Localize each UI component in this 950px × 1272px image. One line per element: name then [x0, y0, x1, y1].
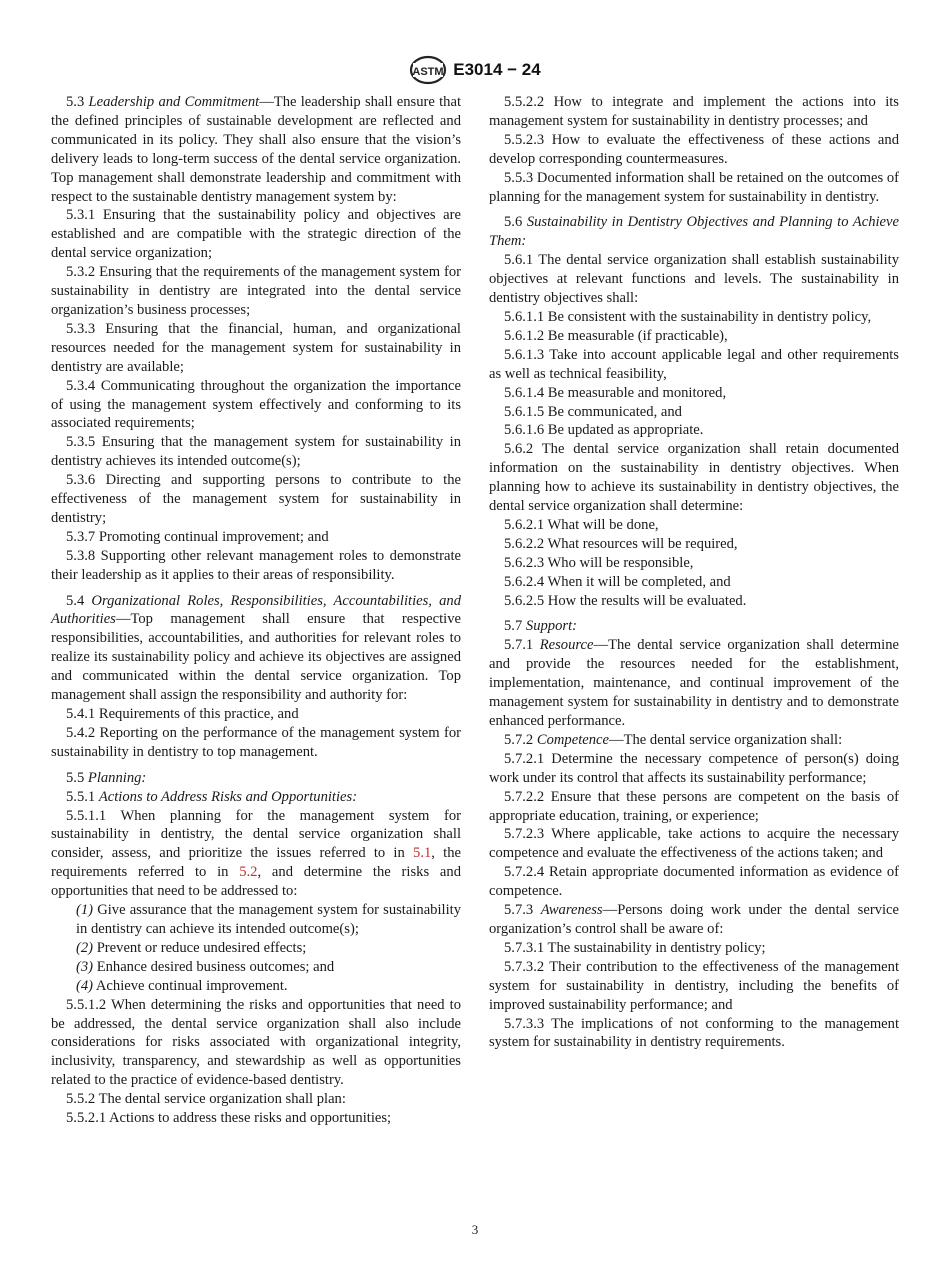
section-5-5-2: 5.5.2 The dental service organization shall plan: [66, 1091, 346, 1108]
section-5-6-1-5: 5.6.1.5 Be communicated, and [504, 403, 682, 420]
astm-logo [409, 55, 447, 85]
reference-link-5-2[interactable]: 5.2 [239, 864, 258, 881]
section-5-7-3: 5.7.3 Awareness—Persons doing work under the dental service organization’s control shall be aware of: [489, 902, 899, 937]
list-item-4: (4) Achieve continual improvement. [76, 977, 288, 994]
right-column [489, 93, 899, 1052]
section-5-7-2-3: 5.7.2.3 Where applicable, take actions to acquire the necessary competence and evaluate the effectiveness of the actions taken; and [489, 826, 899, 862]
section-5-3-2: 5.3.2 Ensuring that the requirements of the management system for sustainability in dentistry are integrated into the dental service organization’s business processes; [51, 264, 461, 318]
section-5-4-2: 5.4.2 Reporting on the performance of the management system for sustainability in dentistry to top management. [51, 724, 461, 760]
section-5-5-1: 5.5.1 Actions to Address Risks and Opportunities: [66, 788, 358, 805]
section-5-3-8: 5.3.8 Supporting other relevant management roles to demonstrate their leadership as it applies to their areas of responsibility. [51, 547, 461, 583]
section-5-6-1-4: 5.6.1.4 Be measurable and monitored, [504, 384, 727, 401]
section-5-4-1: 5.4.1 Requirements of this practice, and [66, 706, 299, 722]
svg-text:ASTM: ASTM [412, 66, 444, 78]
left-column [51, 93, 461, 1128]
list-item-3: (3) Enhance desired business outcomes; and [76, 958, 335, 975]
section-5-5: 5.5 Planning: [66, 769, 147, 786]
section-5-7-2: 5.7.2 Competence—The dental service organization shall: [504, 731, 843, 748]
section-5-7-3-2: 5.7.3.2 Their contribution to the effectiveness of the management system for sustainability in dentistry, including the benefits of improved sustainability performance; and [489, 958, 899, 1013]
section-5-7: 5.7 Support: [504, 618, 577, 635]
section-5-6-1: 5.6.1 The dental service organization shall establish sustainability objectives at relevant functions and levels. The sustainability in dentistry objectives shall: [489, 252, 899, 307]
section-5-3: 5.3 Leadership and Commitment—The leadership shall ensure that the defined principles of sustainable development are reflected and communicated in its policy. They shall also ensure that the vision’s delivery leads to long-term success of the dental service organization. Top management shall demonstrate leadership and commitment with respect to the sustainable dentistry management system by: [51, 94, 461, 205]
section-5-3-4: 5.3.4 Communicating throughout the organization the importance of using the management system effectively and conforming to its associated requirements; [51, 377, 461, 432]
section-5-5-2-1: 5.5.2.1 Actions to address these risks and opportunities; [66, 1110, 392, 1127]
list-item-1: (1) Give assurance that the management system for sustainability in dentistry can achieve its intended outcome(s); [76, 902, 461, 937]
section-5-3-5: 5.3.5 Ensuring that the management system for sustainability in dentistry achieves its intended outcome(s); [51, 434, 461, 470]
section-5-6-1-6: 5.6.1.6 Be updated as appropriate. [504, 422, 704, 439]
section-5-5-2-2: 5.5.2.2 How to integrate and implement the actions into its management system for sustainability in dentistry processes; and [489, 94, 899, 129]
section-5-6: 5.6 Sustainability in Dentistry Objectives and Planning to Achieve Them: [489, 214, 899, 250]
section-5-6-1-3: 5.6.1.3 Take into account applicable legal and other requirements as well as technical feasibility, [489, 346, 899, 382]
section-5-3-3: 5.3.3 Ensuring that the financial, human, and organizational resources needed for the management system for sustainability in dentistry are available; [51, 320, 461, 375]
page-number: 3 [471, 1222, 479, 1237]
section-5-6-2-3: 5.6.2.3 Who will be responsible, [504, 554, 694, 571]
section-5-5-1-1: 5.5.1.1 When planning for the management system for sustainability in dentistry, the dental service organization shall consider, assess, and prioritize the issues referred to in 5.1, the requirements referred to in 5.2, and determine the risks and opportunities that need to be addressed to: [51, 807, 461, 900]
list-item-2: (2) Prevent or reduce undesired effects; [76, 939, 307, 956]
section-5-7-2-4: 5.7.2.4 Retain appropriate documented information as evidence of competence. [489, 864, 900, 900]
section-5-7-3-3: 5.7.3.3 The implications of not conforming to the management system for sustainability in dentistry requirements. [489, 1015, 899, 1051]
section-5-7-3-1: 5.7.3.1 The sustainability in dentistry policy; [504, 939, 766, 956]
section-5-5-1-2: 5.5.1.2 When determining the risks and opportunities that need to be addressed, the dental service organization shall also include considerations for risks associated with organizational integrity, inclusivity, transparency, and stewardship as well as opportunities related to the practice of evidence-based dentistry. [51, 996, 461, 1089]
reference-link-5-1[interactable]: 5.1 [413, 845, 432, 862]
document-id: E3014 − 24 [453, 60, 541, 79]
section-5-6-2-4: 5.6.2.4 When it will be completed, and [504, 573, 731, 590]
section-5-6-2-5: 5.6.2.5 How the results will be evaluated. [504, 592, 747, 609]
section-5-3-7: 5.3.7 Promoting continual improvement; and [66, 528, 329, 545]
section-5-6-1-1: 5.6.1.1 Be consistent with the sustainability in dentistry policy, [504, 308, 872, 325]
section-5-6-2: 5.6.2 The dental service organization shall retain documented information on the sustainability in dentistry objectives. When planning how to achieve its sustainability in dentistry objectives, the dental service organization shall determine: [489, 441, 900, 515]
section-5-7-2-1: 5.7.2.1 Determine the necessary competence of person(s) doing work under its control that affects its sustainability performance; [489, 750, 899, 786]
section-5-6-2-2: 5.6.2.2 What resources will be required, [504, 535, 738, 552]
section-5-3-1: 5.3.1 Ensuring that the sustainability policy and objectives are established and are compatible with the strategic direction of the dental service organization; [51, 207, 461, 262]
section-5-7-1: 5.7.1 Resource—The dental service organization shall determine and provide the resources needed for the establishment, implementation, maintenance, and continual improvement of the management system for sustainability in dentistry and to demonstrate enhanced performance. [489, 637, 899, 729]
section-5-5-3: 5.5.3 Documented information shall be retained on the outcomes of planning for the management system for sustainability in dentistry. [489, 169, 899, 205]
section-5-3-6: 5.3.6 Directing and supporting persons to contribute to the effectiveness of the management system for sustainability in dentistry; [51, 472, 462, 526]
section-5-6-1-2: 5.6.1.2 Be measurable (if practicable), [504, 327, 728, 344]
section-5-4: 5.4 Organizational Roles, Responsibilities, Accountabilities, and Authorities—Top management shall ensure that respective responsibilities, accountabilities, and authorities for relevant roles to realize its sustainability policy and achieve its objectives are assigned and communicated within the dental service organization. Top management shall assign the responsibility and authority for: [51, 592, 461, 704]
section-5-5-2-3: 5.5.2.3 How to evaluate the effectiveness of these actions and develop corresponding countermeasures. [489, 131, 900, 167]
section-5-6-2-1: 5.6.2.1 What will be done, [504, 516, 659, 533]
page-header [0, 55, 950, 85]
section-5-7-2-2: 5.7.2.2 Ensure that these persons are competent on the basis of appropriate education, training, or experience; [489, 788, 899, 824]
